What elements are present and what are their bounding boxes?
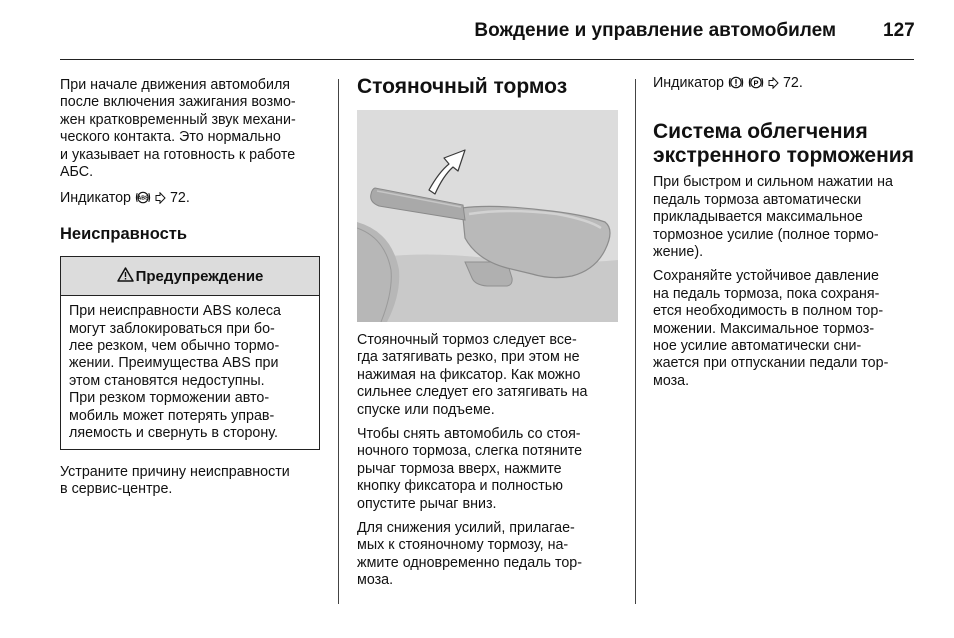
page-reference-arrow-icon: [768, 77, 779, 94]
indicator-label: Индикатор: [653, 75, 724, 91]
column-right: [653, 75, 918, 397]
parking-brake-illustration: [357, 110, 618, 322]
column-middle: [357, 75, 622, 597]
parking-brake-heading: Стояночный тормоз: [357, 75, 568, 98]
parking-brake-paragraph-3: Для снижения усилий, прилагае- мых к стояночному тормозу, на- жмите одновременно педаль тор- моза.: [357, 520, 582, 589]
header-title: Вождение и управление автомобилем: [474, 20, 836, 41]
malfunction-subheading: Неисправность: [60, 224, 188, 243]
abs-icon: [135, 191, 151, 209]
parking-brake-indicator-line: [653, 75, 918, 94]
parking-brake-paragraph-2: Чтобы снять автомобиль со стоя- ночного тормоза, слегка потяните рычаг тормоза вверх, нажмите кнопку фиксатора и полностью опустите рычаг вниз.: [357, 426, 583, 512]
brake-assist-heading: Система облегчения экстренного торможения: [653, 120, 914, 168]
column-divider-2: [635, 79, 636, 604]
brake-assist-paragraph-1: При быстром и сильном нажатии на педаль тормоза автоматически прикладывается максимальное тормозное усилие (полное тормо- жение).: [653, 174, 893, 261]
brake-assist-paragraph-2: Сохраняйте устойчивое давление на педаль тормоза, пока сохраня- ется необходимость в полном тор- можении. Максимальное тормоз- ное усилие автоматически сни- жается при отпускании педали тор- моза.: [653, 268, 889, 389]
parking-brake-icon: [728, 76, 744, 94]
service-advice-paragraph: Устраните причину неисправности в сервис-центре.: [60, 463, 290, 497]
parking-brake-paragraph-1: Стояночный тормоз следует все- гда затягивать резко, при этом не нажимая на фиксатор. Как можно сильнее следует его затягивать на спуске или подъеме.: [357, 332, 588, 418]
column-left: [60, 77, 330, 505]
warning-title: Предупреждение: [135, 267, 264, 285]
warning-box: [60, 256, 320, 449]
svg-text:ABS: ABS: [137, 196, 149, 203]
warning-header: [61, 257, 319, 296]
indicator-reference: 72.: [782, 75, 803, 91]
page-reference-arrow-icon: [155, 192, 166, 209]
indicator-label: Индикатор: [60, 190, 131, 207]
page-number: 127: [883, 20, 915, 41]
abs-indicator-line: [60, 190, 330, 209]
parking-brake-p-icon: [748, 76, 764, 94]
warning-body: При неисправности ABS колеса могут заблокироваться при бо- лее резком, чем обычно тормо- жении. Преимущества ABS при этом становятся недоступны. При резком торможении авто- мобиль может потерять управ- ляемость и свернуть в сторону.: [69, 303, 281, 442]
warning-triangle-icon: [117, 267, 134, 286]
header-divider: [60, 59, 914, 60]
abs-intro-paragraph: При начале движения автомобиля после включения зажигания возмо- жен кратковременный звук механи- ческого контакта. Это нормально и указывает на готовность к работе АБС.: [60, 77, 296, 181]
svg-text:P: P: [753, 78, 759, 88]
column-divider-1: [338, 79, 339, 604]
indicator-reference: 72.: [169, 190, 190, 207]
